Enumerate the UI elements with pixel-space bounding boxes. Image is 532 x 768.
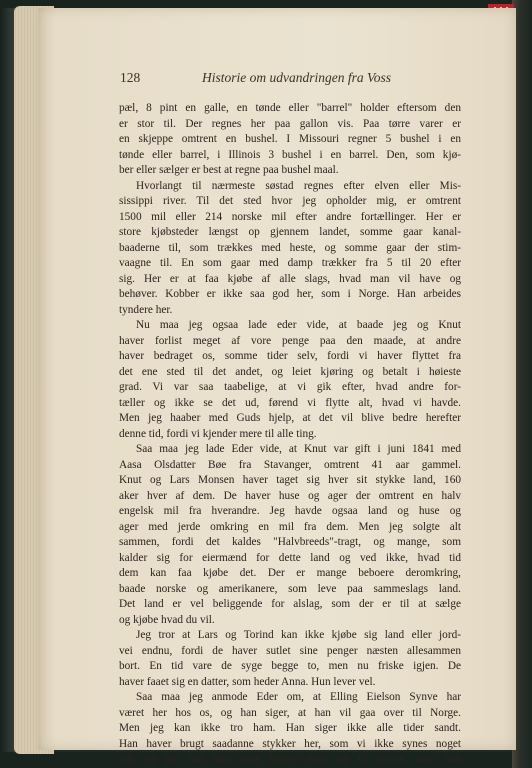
text-line: Han haver brugt saadanne stykker her, som vi ikke synes noget: [119, 737, 461, 750]
text-line: ager med jerde omkring en mil fra dem. Men jeg solgte alt: [119, 520, 461, 533]
text-line: store kjøbsteder længst op gjennem landet, somme gaar kanal-: [119, 226, 461, 238]
text-line: grad. Vi var saa taabelige, at vi gik efter, hvad andre for-: [119, 381, 461, 393]
text-line: tønde eller barrel, i Illinois 3 bushel i en barrel. Den, som kjø-: [119, 148, 461, 161]
text-line: haver faaet sig en datter, som heder Anna. Hun lever vel.: [119, 675, 376, 688]
text-line: Men jeg kan ikke tro ham. Han siger ikke alle tider sandt.: [119, 722, 461, 734]
text-line: en skjeppe omtrent en bushel. I Missouri regner 5 bushel i en: [119, 133, 461, 145]
text-line: engelsk mil fra hverandre. Jeg havde ogsaa land og huse og: [119, 505, 461, 517]
text-line: haver forlist meget af vore penge paa den maade, at andre: [119, 334, 461, 347]
text-line: sig. Her er at faa kjøbe af alle slags, hvad man vil have og: [119, 272, 461, 285]
text-line: Knut og Lars Monsen haver taget sig hver sit stykke land, 160: [119, 474, 461, 486]
text-line: baaderne til, som trækkes med heste, og somme gaar der stim-: [119, 241, 461, 254]
text-line: kalder sig for eiermænd for dette land og ved ikke, hvad tid: [119, 551, 461, 564]
text-line: aker hver af dem. De haver huse og ager der omtrent en halv: [119, 489, 461, 502]
text-line: Saa maa jeg anmode Eder om, at Elling Eielson Synve har: [136, 691, 461, 703]
text-line: Det land er vel beliggende for alslag, som der er til at sælge: [119, 598, 461, 610]
page-header: [120, 70, 472, 90]
text-line: baade norske og amerikanere, som leve paa sammeslags land.: [119, 582, 461, 595]
text-line: bort. En tid vare de syge begge to, men nu friske igjen. De: [119, 660, 461, 672]
text-line: og kjøbe hvad du vil.: [119, 613, 215, 626]
text-line: er stor til. Der regnes her paa gallon vis. Paa tørre varer er: [119, 117, 461, 130]
text-line: sissippi river. Til det sted hvor jeg opholder mig, er omtrent: [119, 195, 461, 207]
book-cover-top: [0, 0, 532, 8]
text-line: været her hos os, og han siger, at han vil gaa over til Norge.: [119, 706, 461, 719]
text-line: pæl, 8 pint en galle, en tønde eller "barrel" holder eftersom den: [119, 102, 461, 114]
running-title: Historie om udvandringen fra Voss: [202, 70, 391, 85]
text-line: dem kan faa kjøbe det. Der er mange beboere deromkring,: [119, 567, 461, 579]
body-text: [119, 101, 461, 768]
text-line: Saa maa jeg lade Eder vide, at Knut var gift i juni 1841 med: [136, 443, 461, 455]
text-line: 1500 mil eller 214 norske mil efter andre fortællinger. Her er: [119, 210, 461, 223]
text-line: behøver. Kobber er ikke saa god her, som i Norge. Han arbeides: [119, 288, 461, 300]
text-line: vei endnu, fordi de haver sutlet sine penger næsten allesammen: [119, 644, 461, 657]
text-line: Hvorlangt til nærmeste søstad regnes efter elven eller Mis-: [136, 179, 461, 192]
text-line: tyndere her.: [119, 303, 173, 316]
text-line: tæller og ikke se det ud, førend vi flytte alt, hvad vi havde.: [119, 396, 461, 409]
page-number: 128: [120, 70, 141, 85]
text-line: om, og jeg bad ham tage brever med sig til Norge, men han: [119, 753, 461, 765]
text-line: Jeg tror at Lars og Torind kan ikke kjøbe sig land eller jord-: [136, 629, 461, 641]
text-line: Nu maa jeg ogsaa lade eder vide, at baade jeg og Knut: [136, 319, 461, 331]
text-line: sammen, fordi det kaldes "Halvbreeds"-tragt, og mange, som: [119, 536, 461, 548]
text-line: ber eller sælger er best at regne paa bushel maal.: [119, 164, 339, 176]
text-line: Men jeg haaber med Guds hjelp, at det vil blive bedre herefter: [119, 412, 461, 424]
text-line: Aasa Olsdatter Bøe fra Stavanger, omtrent 41 aar gammel.: [119, 458, 461, 471]
text-line: det ene sted til det andet, og leiet kjøring og betalt i høieste: [119, 365, 461, 378]
text-line: denne tid, fordi vi kjender mere til alle ting.: [119, 427, 317, 440]
text-line: vaagne til. En som gaar med damp trækker fra 5 til 20 efter: [119, 257, 461, 269]
text-line: haver bedraget os, somme tider selv, fordi vi haver flyttet fra: [119, 350, 461, 362]
